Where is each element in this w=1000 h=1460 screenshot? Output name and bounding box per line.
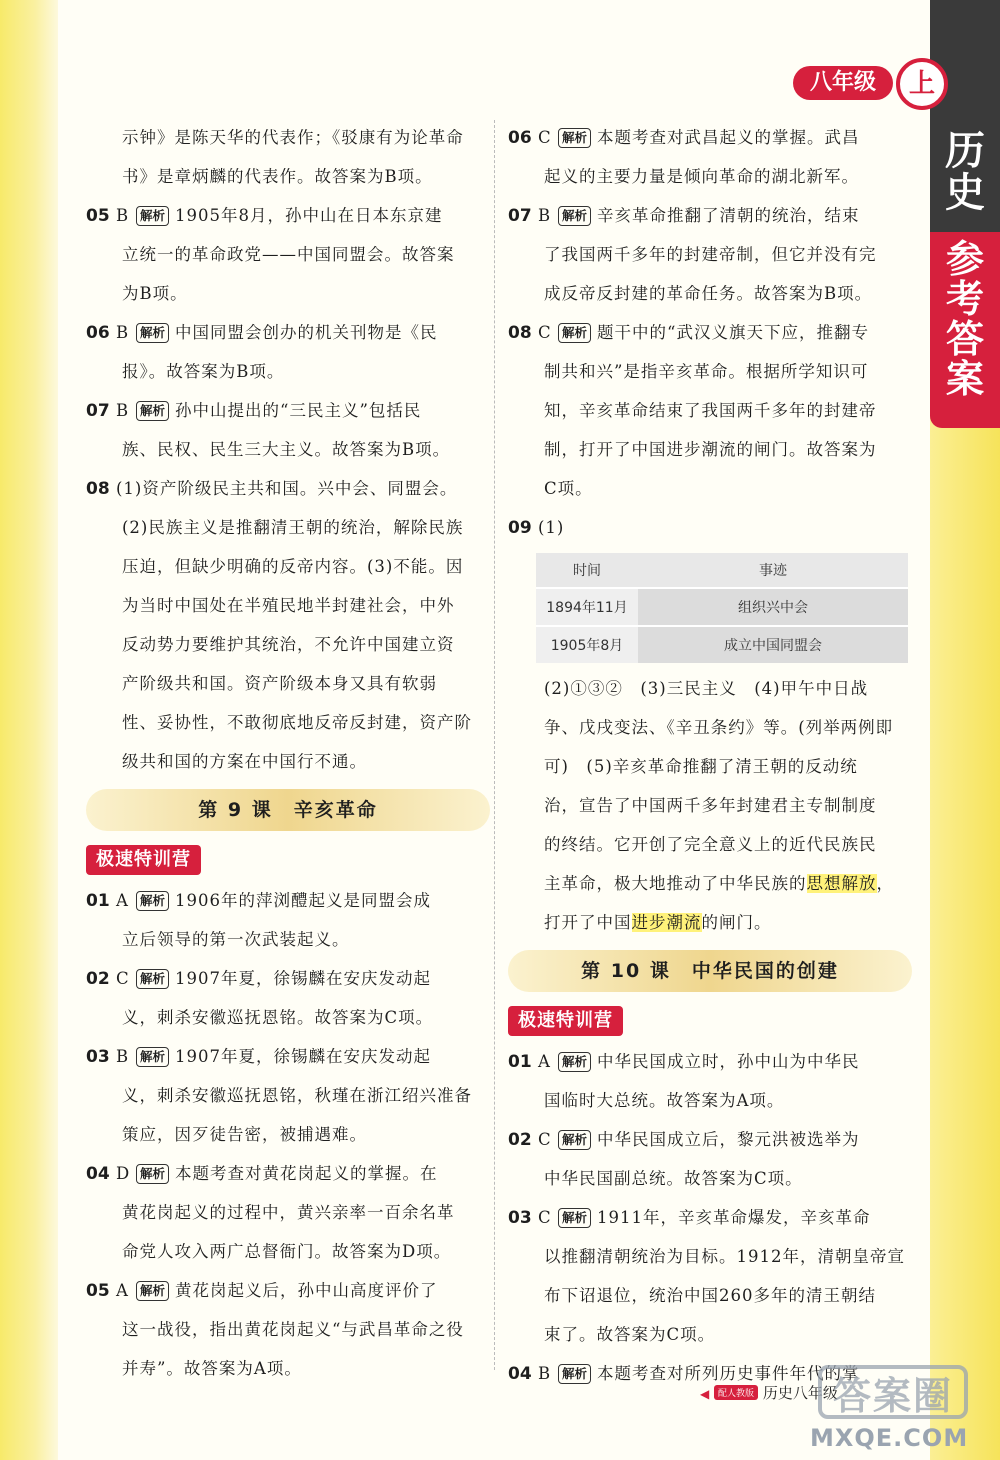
text-line: 可) (5)辛亥革命推翻了清王朝的反动统 (544, 757, 858, 776)
text-line: 本题考查对黄花岗起义的掌握。在 (175, 1164, 438, 1183)
table-cell: 1905年8月 (536, 626, 638, 663)
analysis-tag: 解析 (558, 1130, 591, 1150)
training-label: 极速特训营 (508, 1006, 623, 1036)
answer-item (86, 959, 490, 1037)
text-line: 并寿”。故答案为A项。 (122, 1359, 302, 1378)
text-line: 争、戊戌变法、《辛丑条约》等。(列举两例即 (544, 718, 894, 737)
question-number: 02 (86, 969, 110, 989)
text-line: (1)资产阶级民主共和国。兴中会、同盟会。 (116, 479, 458, 498)
table-cell: 组织兴中会 (638, 588, 908, 626)
table-row (536, 588, 908, 626)
text-line (508, 903, 912, 942)
answer-item (86, 881, 490, 959)
question-number: 08 (508, 323, 532, 343)
question-number: 04 (508, 1364, 532, 1384)
text-line: 立后领导的第一次武装起义。 (122, 930, 350, 949)
answer-item (508, 118, 912, 196)
text-line: 1906年的萍浏醴起义是同盟会成 (175, 891, 432, 910)
text-line: 了我国两千多年的封建帝制，但它并没有完 (544, 245, 877, 264)
text-line: 立统一的革命政党——中国同盟会。故答案 (122, 245, 455, 264)
text-line: 本题考查对武昌起义的掌握。武昌 (597, 128, 860, 147)
term-badge: 上 (896, 58, 948, 110)
text-line: 书》是章炳麟的代表作。故答案为B项。 (122, 167, 433, 186)
text-line: 族、民权、民生三大主义。故答案为B项。 (122, 440, 451, 459)
answer-letter: C (538, 323, 552, 342)
left-yellow-edge (0, 0, 58, 1460)
question-number: 01 (508, 1052, 532, 1072)
text-line: 报》。故答案为B项。 (122, 362, 285, 381)
text-line: 知，辛亥革命结束了我国两千多年的封建帝 (544, 401, 877, 420)
question-number: 09 (508, 518, 532, 538)
table-row (536, 626, 908, 663)
text-line: 压迫，但缺少明确的反帝内容。(3)不能。因 (122, 557, 464, 576)
footer-text: 历史八年级 (762, 1384, 838, 1402)
text-line: 制，打开了中国进步潮流的闸门。故答案为 (544, 440, 877, 459)
table-header: 事迹 (638, 553, 908, 588)
analysis-tag: 解析 (558, 206, 591, 226)
question-number: 01 (86, 891, 110, 911)
answer-letter: B (538, 206, 552, 225)
question-number: 06 (86, 323, 110, 343)
answer-letter: A (538, 1052, 551, 1071)
question-number: 03 (86, 1047, 110, 1067)
answer-item (508, 1120, 912, 1198)
table-cell: 成立中国同盟会 (638, 626, 908, 663)
text-line: 题干中的“武汉义旗天下应，推翻专 (597, 323, 869, 342)
analysis-tag: 解析 (136, 1164, 169, 1184)
text-line: (2)①③② (3)三民主义 (4)甲午中日战 (544, 679, 869, 698)
answers-label: 参考 答案 (945, 237, 984, 401)
events-table (536, 553, 908, 663)
question-number: 04 (86, 1164, 110, 1184)
text-line: 为B项。 (122, 284, 188, 303)
text-line: 策应，因歹徒告密，被捕遇难。 (122, 1125, 367, 1144)
grade-label: 八年级 (793, 66, 893, 100)
answer-letter: B (538, 1364, 552, 1383)
text-line: 命党人攻入两广总督衙门。故答案为D项。 (122, 1242, 452, 1261)
text-line: 产阶级共和国。资产阶级本身又具有软弱 (122, 674, 437, 693)
answer-item (86, 469, 490, 781)
watermark-logo: 答案圈 (818, 1365, 968, 1419)
training-label: 极速特训营 (86, 845, 201, 875)
analysis-tag: 解析 (558, 323, 591, 343)
text-line: 1905年8月，孙中山在日本东京建 (175, 206, 443, 225)
answer-item (86, 196, 490, 313)
table-header: 时间 (536, 553, 638, 588)
text-line: 示钟》是陈天华的代表作；《驳康有为论革命 (122, 128, 464, 147)
question-number: 02 (508, 1130, 532, 1150)
text-line: 级共和国的方案在中国行不通。 (122, 752, 367, 771)
answer-letter: C (538, 1208, 552, 1227)
analysis-tag: 解析 (558, 128, 591, 148)
column-divider (494, 120, 495, 1370)
answer-item (508, 508, 912, 942)
watermark-url: MXQE.COM (810, 1424, 969, 1452)
text-line: 束了。故答案为C项。 (544, 1325, 716, 1344)
text-span: 主革命，极大地推动了中华民族的 (544, 874, 807, 893)
question-number: 07 (508, 206, 532, 226)
text-line: 黄花岗起义后，孙中山高度评价了 (175, 1281, 438, 1300)
question-number: 06 (508, 128, 532, 148)
answer-letter: B (116, 206, 130, 225)
question-number: 07 (86, 401, 110, 421)
text-line: 中华民国成立后，黎元洪被选举为 (597, 1130, 860, 1149)
text-line: 为当时中国处在半殖民地半封建社会，中外 (122, 596, 455, 615)
lesson-heading: 第 10 课 中华民国的创建 (508, 950, 912, 992)
text-line: 起义的主要力量是倾向革命的湖北新军。 (544, 167, 859, 186)
analysis-tag: 解析 (558, 1208, 591, 1228)
text-line: 孙中山提出的“三民主义”包括民 (175, 401, 422, 420)
answer-letter: C (116, 969, 130, 988)
answer-item (508, 196, 912, 313)
text-line: 治，宣告了中国两千多年封建君主专制制度 (544, 796, 877, 815)
answer-letter: A (116, 891, 129, 910)
answer-letter: C (538, 1130, 552, 1149)
answer-item (508, 1198, 912, 1354)
answer-item (86, 1154, 490, 1271)
text-line: 制共和兴”是指辛亥革命。根据所学知识可 (544, 362, 869, 381)
answer-item (508, 1042, 912, 1120)
text-line: 义，刺杀安徽巡抚恩铭，秋瑾在浙江绍兴准备 (122, 1086, 472, 1105)
analysis-tag: 解析 (136, 206, 169, 226)
text-line: 中华民国成立时，孙中山为中华民 (597, 1052, 860, 1071)
text-span: 的闸门。 (701, 913, 772, 932)
subject-label: 历史 (945, 128, 985, 216)
analysis-tag: 解析 (136, 323, 169, 343)
answer-letter: B (116, 1047, 130, 1066)
edition-badge: 配人教版 (714, 1385, 758, 1400)
text-line: 辛亥革命推翻了清朝的统治，结束 (597, 206, 860, 225)
table-cell: 1894年11月 (536, 588, 638, 626)
answer-letter: A (116, 1281, 129, 1300)
text-line: 1907年夏，徐锡麟在安庆发动起 (175, 1047, 432, 1066)
text-line: 中国同盟会创办的机关刊物是《民 (175, 323, 438, 342)
analysis-tag: 解析 (136, 1281, 169, 1301)
question-number: 08 (86, 479, 110, 499)
triangle-left-icon: ◀ (700, 1387, 710, 1401)
left-column (86, 118, 490, 1388)
answer-letter: D (116, 1164, 131, 1183)
text-line: 1907年夏，徐锡麟在安庆发动起 (175, 969, 432, 988)
text-line: 成反帝反封建的革命任务。故答案为B项。 (544, 284, 873, 303)
answer-letter: B (116, 323, 130, 342)
highlighted-text: 思想解放 (806, 874, 877, 893)
analysis-tag: 解析 (136, 891, 169, 911)
text-line: 黄花岗起义的过程中，黄兴亲率一百余名革 (122, 1203, 455, 1222)
analysis-tag: 解析 (136, 401, 169, 421)
answer-item (508, 313, 912, 508)
highlighted-text: 进步潮流 (631, 913, 702, 932)
text-line (508, 864, 912, 903)
answer-item (86, 1271, 490, 1388)
answer-item (86, 391, 490, 469)
text-line: 反动势力要维护其统治，不允许中国建立资 (122, 635, 455, 654)
text-line: 以推翻清朝统治为目标。1912年，清朝皇帝宣 (544, 1247, 905, 1266)
answer-letter: B (116, 401, 130, 420)
answer-item (86, 313, 490, 391)
text-line: C项。 (544, 479, 593, 498)
answer-item (86, 1037, 490, 1154)
analysis-tag: 解析 (136, 1047, 169, 1067)
text-line: (2)民族主义是推翻清王朝的统治，解除民族 (122, 518, 464, 537)
text-line: 性、妥协性，不敢彻底地反帝反封建，资产阶 (122, 713, 472, 732)
text-span: ， (876, 874, 894, 893)
question-number: 05 (86, 1281, 110, 1301)
question-number: 03 (508, 1208, 532, 1228)
analysis-tag: 解析 (136, 969, 169, 989)
text-line: (1) (538, 518, 565, 537)
text-line: 义，刺杀安徽巡抚恩铭。故答案为C项。 (122, 1008, 434, 1027)
question-number: 05 (86, 206, 110, 226)
text-line: 这一战役，指出黄花岗起义“与武昌革命之役 (122, 1320, 464, 1339)
text-line: 中华民国副总统。故答案为C项。 (544, 1169, 803, 1188)
lesson-heading: 第 9 课 辛亥革命 (86, 789, 490, 831)
text-line: 布下诏退位，统治中国260多年的清王朝结 (544, 1286, 876, 1305)
analysis-tag: 解析 (558, 1364, 591, 1384)
text-line: 的终结。它开创了完全意义上的近代民族民 (544, 835, 877, 854)
right-column (508, 118, 912, 1393)
text-line: 1911年，辛亥革命爆发，辛亥革命 (597, 1208, 871, 1227)
analysis-tag: 解析 (558, 1052, 591, 1072)
text-line: 国临时大总统。故答案为A项。 (544, 1091, 785, 1110)
text-line: 本题考查对所列历史事件年代的掌 (597, 1364, 860, 1383)
text-span: 打开了中国 (544, 913, 632, 932)
answer-letter: C (538, 128, 552, 147)
